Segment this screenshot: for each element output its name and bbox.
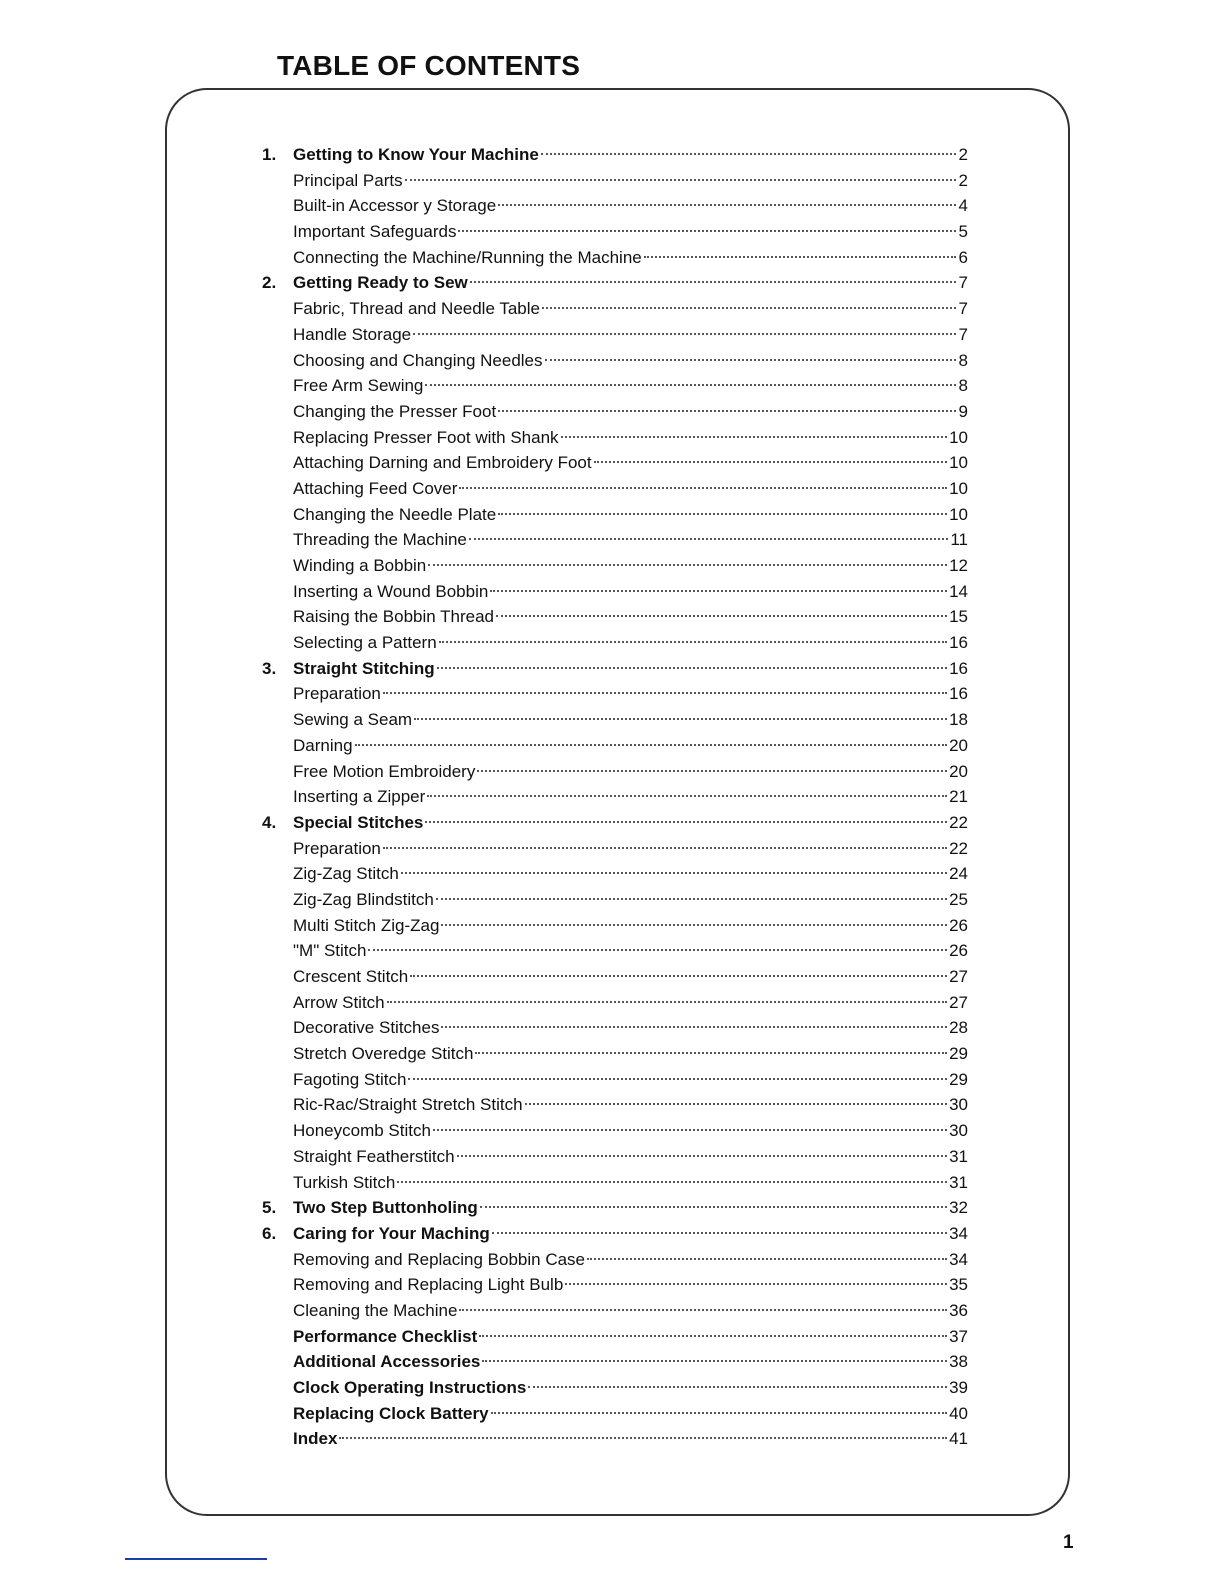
dot-leader bbox=[458, 230, 956, 232]
dot-leader bbox=[644, 256, 956, 258]
entry-page-number: 31 bbox=[949, 1172, 968, 1192]
toc-entry[interactable] bbox=[262, 219, 968, 245]
dot-leader bbox=[528, 1386, 947, 1388]
entry-page-number: 21 bbox=[949, 787, 968, 807]
entry-label: Multi Stitch Zig-Zag bbox=[293, 915, 440, 935]
entry-label: Replacing Clock Battery bbox=[293, 1403, 489, 1423]
toc-entry[interactable] bbox=[262, 681, 968, 707]
toc-section[interactable] bbox=[262, 1195, 968, 1221]
toc-entry[interactable] bbox=[262, 527, 968, 553]
entry-page-number: 8 bbox=[958, 376, 968, 396]
entry-page-number: 25 bbox=[949, 889, 968, 909]
dot-leader bbox=[565, 1283, 947, 1285]
entry-label: Index bbox=[293, 1429, 338, 1449]
entry-label: Selecting a Pattern bbox=[293, 633, 437, 653]
toc-entry[interactable] bbox=[262, 579, 968, 605]
entry-label: Additional Accessories bbox=[293, 1352, 481, 1372]
entry-page-number: 41 bbox=[949, 1429, 968, 1449]
entry-page-number: 27 bbox=[949, 992, 968, 1012]
entry-page-number: 34 bbox=[949, 1249, 968, 1269]
entry-label: Principal Parts bbox=[293, 170, 403, 190]
dot-leader bbox=[482, 1360, 947, 1362]
entry-label: Handle Storage bbox=[293, 324, 412, 344]
toc-entry[interactable] bbox=[262, 553, 968, 579]
dot-leader bbox=[441, 1026, 947, 1028]
entry-label: Preparation bbox=[293, 684, 381, 704]
toc-entry[interactable] bbox=[262, 296, 968, 322]
dot-leader bbox=[498, 204, 956, 206]
entry-page-number: 26 bbox=[949, 941, 968, 961]
toc-entry[interactable] bbox=[262, 707, 968, 733]
entry-page-number: 32 bbox=[949, 1198, 968, 1218]
dot-leader bbox=[413, 333, 956, 335]
toc-entry[interactable] bbox=[262, 887, 968, 913]
entry-page-number: 14 bbox=[949, 581, 968, 601]
dot-leader bbox=[475, 1052, 947, 1054]
entry-page-number: 22 bbox=[949, 812, 968, 832]
toc-entry[interactable] bbox=[262, 733, 968, 759]
entry-label: Attaching Feed Cover bbox=[293, 478, 458, 498]
entry-label: Straight Featherstitch bbox=[293, 1146, 455, 1166]
dot-leader bbox=[498, 410, 956, 412]
dot-leader bbox=[437, 667, 947, 669]
entry-page-number: 5 bbox=[958, 222, 968, 242]
entry-label: Cleaning the Machine bbox=[293, 1300, 458, 1320]
entry-label: Free Motion Embroidery bbox=[293, 761, 476, 781]
entry-label: Getting Ready to Sew bbox=[293, 273, 468, 293]
entry-page-number: 16 bbox=[949, 658, 968, 678]
toc-entry[interactable] bbox=[262, 168, 968, 194]
entry-page-number: 30 bbox=[949, 1095, 968, 1115]
entry-label: Sewing a Seam bbox=[293, 710, 413, 730]
entry-label: Fagoting Stitch bbox=[293, 1069, 407, 1089]
dot-leader bbox=[355, 744, 948, 746]
entry-label: Turkish Stitch bbox=[293, 1172, 396, 1192]
entry-label: Important Safeguards bbox=[293, 222, 457, 242]
link-underline bbox=[125, 1558, 267, 1560]
entry-page-number: 20 bbox=[949, 735, 968, 755]
entry-label: Choosing and Changing Needles bbox=[293, 350, 543, 370]
toc-entry[interactable] bbox=[262, 836, 968, 862]
dot-leader bbox=[542, 307, 956, 309]
dot-leader bbox=[480, 1206, 947, 1208]
dot-leader bbox=[383, 692, 947, 694]
dot-leader bbox=[457, 1155, 948, 1157]
toc-entry[interactable] bbox=[262, 1426, 968, 1452]
entry-page-number: 38 bbox=[949, 1352, 968, 1372]
entry-page-number: 18 bbox=[949, 710, 968, 730]
entry-label: Straight Stitching bbox=[293, 658, 435, 678]
dot-leader bbox=[428, 564, 947, 566]
dot-leader bbox=[397, 1181, 947, 1183]
entry-page-number: 6 bbox=[958, 247, 968, 267]
entry-page-number: 10 bbox=[949, 427, 968, 447]
section-number: 4. bbox=[262, 812, 277, 832]
table-of-contents bbox=[262, 142, 968, 1452]
entry-page-number: 29 bbox=[949, 1044, 968, 1064]
dot-leader bbox=[383, 847, 947, 849]
entry-label: Caring for Your Maching bbox=[293, 1223, 490, 1243]
toc-section[interactable] bbox=[262, 1221, 968, 1247]
entry-label: Attaching Darning and Embroidery Foot bbox=[293, 453, 592, 473]
section-number: 1. bbox=[262, 145, 277, 164]
toc-entry[interactable] bbox=[262, 425, 968, 451]
dot-leader bbox=[408, 1078, 947, 1080]
toc-entry[interactable] bbox=[262, 399, 968, 425]
entry-page-number: 11 bbox=[950, 530, 968, 550]
entry-page-number: 39 bbox=[949, 1378, 968, 1397]
toc-entry[interactable] bbox=[262, 245, 968, 271]
dot-leader bbox=[459, 1309, 947, 1311]
dot-leader bbox=[470, 281, 956, 283]
dot-leader bbox=[441, 924, 947, 926]
entry-label: Removing and Replacing Bobbin Case bbox=[293, 1249, 586, 1269]
entry-page-number: 22 bbox=[949, 838, 968, 858]
toc-entry[interactable] bbox=[262, 1375, 968, 1401]
dot-leader bbox=[492, 1232, 947, 1234]
dot-leader bbox=[433, 1129, 947, 1131]
toc-entry[interactable] bbox=[262, 1092, 968, 1118]
dot-leader bbox=[498, 513, 947, 515]
entry-label: Raising the Bobbin Thread bbox=[293, 607, 494, 627]
entry-page-number: 7 bbox=[958, 273, 968, 293]
dot-leader bbox=[427, 795, 947, 797]
entry-page-number: 12 bbox=[949, 556, 968, 575]
entry-page-number: 2 bbox=[958, 145, 968, 164]
toc-entry[interactable] bbox=[262, 1170, 968, 1196]
dot-leader bbox=[439, 641, 947, 643]
dot-leader bbox=[545, 359, 956, 361]
entry-page-number: 2 bbox=[958, 170, 968, 190]
entry-label: Threading the Machine bbox=[293, 530, 467, 550]
entry-page-number: 10 bbox=[949, 478, 968, 498]
page-number: 1 bbox=[1063, 1532, 1074, 1553]
dot-leader bbox=[594, 461, 947, 463]
toc-entry[interactable] bbox=[262, 913, 968, 939]
entry-label: Replacing Presser Foot with Shank bbox=[293, 427, 559, 447]
entry-page-number: 15 bbox=[949, 607, 968, 627]
dot-leader bbox=[410, 975, 947, 977]
dot-leader bbox=[477, 770, 947, 772]
dot-leader bbox=[459, 487, 947, 489]
entry-page-number: 27 bbox=[949, 967, 968, 986]
entry-page-number: 7 bbox=[958, 324, 968, 344]
entry-label: Stretch Overedge Stitch bbox=[293, 1044, 474, 1064]
dot-leader bbox=[525, 1103, 948, 1105]
entry-label: Fabric, Thread and Needle Table bbox=[293, 299, 540, 319]
entry-label: Crescent Stitch bbox=[293, 967, 409, 986]
toc-entry[interactable] bbox=[262, 759, 968, 785]
page-title: TABLE OF CONTENTS bbox=[277, 50, 581, 81]
toc-entry[interactable] bbox=[262, 1041, 968, 1067]
entry-label: Darning bbox=[293, 735, 353, 755]
dot-leader bbox=[587, 1258, 947, 1260]
entry-label: Zig-Zag Blindstitch bbox=[293, 889, 434, 909]
toc-entry[interactable] bbox=[262, 1401, 968, 1427]
toc-entry[interactable] bbox=[262, 630, 968, 656]
entry-label: Ric-Rac/Straight Stretch Stitch bbox=[293, 1095, 523, 1115]
entry-label: Zig-Zag Stitch bbox=[293, 864, 399, 884]
toc-entry[interactable] bbox=[262, 1298, 968, 1324]
entry-page-number: 10 bbox=[949, 504, 968, 524]
entry-label: "M" Stitch bbox=[293, 941, 367, 961]
toc-entry[interactable] bbox=[262, 1118, 968, 1144]
dot-leader bbox=[425, 384, 956, 386]
entry-label: Special Stitches bbox=[293, 812, 424, 832]
entry-page-number: 7 bbox=[958, 299, 968, 319]
toc-entry[interactable] bbox=[262, 964, 968, 990]
toc-section[interactable] bbox=[262, 656, 968, 682]
dot-leader bbox=[496, 615, 947, 617]
toc-entry[interactable] bbox=[262, 373, 968, 399]
entry-page-number: 40 bbox=[949, 1403, 968, 1423]
entry-page-number: 31 bbox=[949, 1146, 968, 1166]
section-number: 2. bbox=[262, 273, 277, 293]
entry-label: Getting to Know Your Machine bbox=[293, 145, 539, 164]
dot-leader bbox=[368, 949, 947, 951]
entry-page-number: 8 bbox=[958, 350, 968, 370]
toc-entry[interactable] bbox=[262, 1015, 968, 1041]
entry-page-number: 29 bbox=[949, 1069, 968, 1089]
toc-entry[interactable] bbox=[262, 604, 968, 630]
entry-label: Clock Operating Instructions bbox=[293, 1378, 527, 1397]
section-number: 6. bbox=[262, 1223, 277, 1243]
toc-entry[interactable] bbox=[262, 990, 968, 1016]
dot-leader bbox=[425, 821, 947, 823]
toc-entry[interactable] bbox=[262, 322, 968, 348]
entry-label: Performance Checklist bbox=[293, 1326, 478, 1346]
toc-entry[interactable] bbox=[262, 1324, 968, 1350]
dot-leader bbox=[541, 153, 956, 155]
entry-page-number: 24 bbox=[949, 864, 968, 884]
dot-leader bbox=[490, 590, 947, 592]
entry-label: Arrow Stitch bbox=[293, 992, 385, 1012]
dot-leader bbox=[479, 1335, 947, 1337]
entry-label: Free Arm Sewing bbox=[293, 376, 424, 396]
toc-entry[interactable] bbox=[262, 502, 968, 528]
entry-page-number: 26 bbox=[949, 915, 968, 935]
entry-page-number: 37 bbox=[949, 1326, 968, 1346]
entry-label: Changing the Needle Plate bbox=[293, 504, 497, 524]
toc-section[interactable] bbox=[262, 270, 968, 296]
entry-page-number: 10 bbox=[949, 453, 968, 473]
dot-leader bbox=[436, 898, 947, 900]
dot-leader bbox=[339, 1437, 947, 1439]
dot-leader bbox=[491, 1412, 948, 1414]
entry-label: Two Step Buttonholing bbox=[293, 1198, 478, 1218]
toc-entry[interactable] bbox=[262, 861, 968, 887]
toc-entry[interactable] bbox=[262, 1067, 968, 1093]
entry-page-number: 28 bbox=[949, 1018, 968, 1038]
toc-entry[interactable] bbox=[262, 348, 968, 374]
toc-entry[interactable] bbox=[262, 784, 968, 810]
entry-label: Decorative Stitches bbox=[293, 1018, 440, 1038]
toc-entry[interactable] bbox=[262, 938, 968, 964]
dot-leader bbox=[387, 1001, 947, 1003]
toc-section[interactable] bbox=[262, 142, 968, 168]
entry-label: Inserting a Wound Bobbin bbox=[293, 581, 489, 601]
toc-entry[interactable] bbox=[262, 1272, 968, 1298]
entry-page-number: 16 bbox=[949, 684, 968, 704]
toc-entry[interactable] bbox=[262, 1144, 968, 1170]
toc-entry[interactable] bbox=[262, 1247, 968, 1273]
toc-section[interactable] bbox=[262, 810, 968, 836]
entry-label: Honeycomb Stitch bbox=[293, 1121, 431, 1141]
dot-leader bbox=[561, 436, 948, 438]
toc-entry[interactable] bbox=[262, 450, 968, 476]
entry-label: Built-in Accessor y Storage bbox=[293, 196, 497, 216]
entry-label: Removing and Replacing Light Bulb bbox=[293, 1275, 564, 1295]
entry-label: Inserting a Zipper bbox=[293, 787, 426, 807]
section-number: 5. bbox=[262, 1198, 277, 1218]
entry-label: Changing the Presser Foot bbox=[293, 401, 497, 421]
section-number: 3. bbox=[262, 658, 277, 678]
entry-label: Preparation bbox=[293, 838, 381, 858]
dot-leader bbox=[401, 872, 947, 874]
entry-label: Connecting the Machine/Running the Machine bbox=[293, 247, 642, 267]
entry-page-number: 35 bbox=[949, 1275, 968, 1295]
dot-leader bbox=[414, 718, 947, 720]
entry-page-number: 36 bbox=[949, 1300, 968, 1320]
entry-page-number: 9 bbox=[958, 401, 968, 421]
entry-page-number: 30 bbox=[949, 1121, 968, 1141]
entry-page-number: 4 bbox=[958, 196, 968, 216]
dot-leader bbox=[405, 179, 956, 181]
dot-leader bbox=[469, 538, 948, 540]
entry-page-number: 16 bbox=[949, 633, 968, 653]
toc-entry[interactable] bbox=[262, 1349, 968, 1375]
entry-label: Winding a Bobbin bbox=[293, 556, 427, 575]
toc-entry[interactable] bbox=[262, 476, 968, 502]
entry-page-number: 34 bbox=[949, 1223, 968, 1243]
entry-page-number: 20 bbox=[949, 761, 968, 781]
toc-entry[interactable] bbox=[262, 193, 968, 219]
